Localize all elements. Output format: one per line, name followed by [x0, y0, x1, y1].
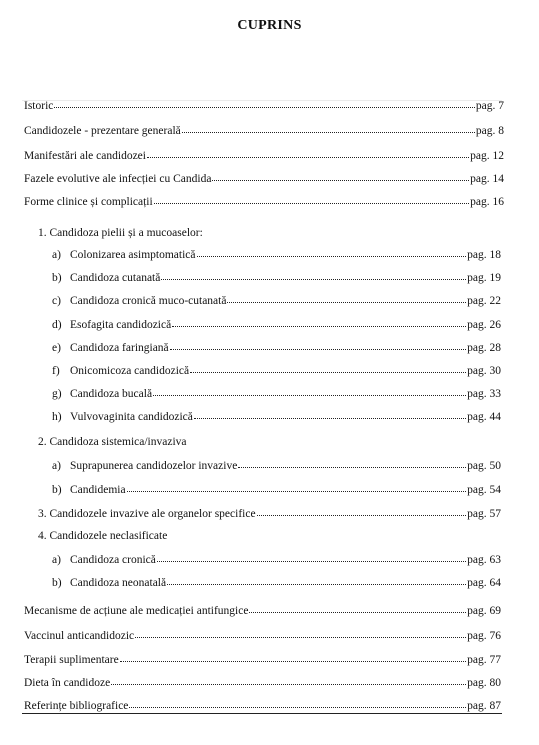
dot-leader [54, 97, 475, 108]
toc-entry-label: Candidemia [70, 484, 126, 496]
toc-entry-page: pag. 54 [467, 484, 501, 496]
toc-entry-label: Vaccinul anticandidozic [24, 630, 135, 642]
dot-leader [238, 457, 466, 468]
subentry-letter: a) [52, 554, 61, 566]
dot-leader [129, 697, 466, 708]
toc-subentry[interactable] [52, 409, 501, 424]
toc-entry-page: pag. 87 [467, 700, 501, 712]
toc-entry[interactable] [24, 194, 504, 209]
toc-entry[interactable] [38, 506, 501, 521]
toc-entry-page: pag. 22 [467, 295, 501, 307]
toc-entry[interactable] [24, 652, 501, 667]
dot-leader [170, 339, 466, 350]
toc-entry-page: pag. 63 [467, 554, 501, 566]
dot-leader [157, 551, 466, 562]
toc-entry-page: pag. 50 [467, 460, 501, 472]
dot-leader [127, 481, 467, 492]
toc-entry-page: pag. 12 [470, 150, 504, 162]
toc-subentry[interactable] [52, 293, 501, 308]
toc-entry[interactable] [24, 628, 501, 643]
toc-entry-page: pag. 7 [475, 100, 504, 112]
toc-entry-page: pag. 14 [470, 173, 504, 185]
subentry-letter: g) [52, 388, 62, 400]
toc-entry[interactable] [24, 98, 504, 113]
dot-leader [161, 269, 466, 280]
subentry-letter: d) [52, 319, 62, 331]
toc-entry-label: Istoric [24, 100, 54, 112]
toc-subentry[interactable] [52, 247, 501, 262]
toc-entry-label: Candidoza neonatală [70, 577, 167, 589]
dot-leader [147, 147, 469, 158]
dot-leader [182, 122, 475, 133]
bottom-divider [22, 713, 502, 714]
toc-entry-label: Onicomicoza candidozică [70, 365, 190, 377]
toc-entry[interactable] [24, 171, 504, 186]
toc-entry-page: pag. 80 [467, 677, 501, 689]
dot-leader [190, 362, 466, 373]
toc-entry-label: Candidoza bucală [70, 388, 153, 400]
subentry-letter: f) [52, 365, 60, 377]
toc-entry-page: pag. 19 [467, 272, 501, 284]
dot-leader [194, 408, 466, 419]
toc-entry-page: pag. 69 [467, 605, 501, 617]
toc-entry-page: pag. 28 [467, 342, 501, 354]
toc-entry-label: Terapii suplimentare [24, 654, 119, 666]
toc-entry-label: Mecanisme de acțiune ale medicației antifungice [24, 605, 249, 617]
dot-leader [212, 170, 469, 181]
toc-entry-label: Manifestări ale candidozei [24, 150, 146, 162]
dot-leader [172, 316, 466, 327]
subentry-letter: a) [52, 460, 61, 472]
toc-subentry[interactable] [52, 482, 501, 497]
toc-entry-page: pag. 26 [467, 319, 501, 331]
toc-subentry[interactable] [52, 270, 501, 285]
toc-entry-label: Candidoza faringiană [70, 342, 169, 354]
section-heading: 1. Candidoza pielii și a mucoaselor: [38, 227, 203, 239]
toc-entry-label: Candidoza cronică muco-cutanată [70, 295, 227, 307]
toc-subentry[interactable] [52, 363, 501, 378]
subentry-letter: b) [52, 484, 62, 496]
section-heading: 4. Candidozele neclasificate [38, 530, 168, 542]
toc-entry-page: pag. 18 [467, 249, 501, 261]
subentry-letter: a) [52, 249, 61, 261]
toc-entry-label: Dieta în candidoze [24, 677, 111, 689]
section-heading: 2. Candidoza sistemica/invaziva [38, 436, 187, 448]
toc-entry[interactable] [24, 675, 501, 690]
toc-subentry[interactable] [52, 552, 501, 567]
toc-entry-page: pag. 16 [470, 196, 504, 208]
toc-entry-label: Candidoza cronică [70, 554, 156, 566]
toc-entry-label: Colonizarea asimptomatică [70, 249, 196, 261]
toc-entry-label: Esofagita candidozică [70, 319, 172, 331]
toc-entry-label: Forme clinice și complicații [24, 196, 153, 208]
subentry-letter: b) [52, 577, 62, 589]
subentry-letter: b) [52, 272, 62, 284]
toc-entry-label: Vulvovaginita candidozică [70, 411, 193, 423]
toc-subentry[interactable] [52, 340, 501, 355]
toc-entry-page: pag. 44 [467, 411, 501, 423]
toc-entry-label: Suprapunerea candidozelor invazive [70, 460, 238, 472]
toc-entry[interactable] [24, 698, 501, 713]
toc-entry-page: pag. 8 [475, 125, 504, 137]
toc-entry[interactable] [24, 603, 501, 618]
subentry-letter: h) [52, 411, 62, 423]
dot-leader [249, 602, 466, 613]
toc-entry-label: Candidoza cutanată [70, 272, 161, 284]
toc-entry-page: pag. 76 [467, 630, 501, 642]
toc-subentry[interactable] [52, 386, 501, 401]
toc-entry-label: 3. Candidozele invazive ale organelor specifice [38, 508, 256, 520]
dot-leader [167, 574, 466, 585]
toc-entry-page: pag. 30 [467, 365, 501, 377]
toc-entry-label: Candidozele - prezentare generală [24, 125, 181, 137]
dot-leader [257, 505, 467, 516]
toc-entry-page: pag. 64 [467, 577, 501, 589]
dot-leader [227, 292, 466, 303]
toc-subentry[interactable] [52, 575, 501, 590]
toc-subentry[interactable] [52, 458, 501, 473]
toc-entry[interactable] [24, 123, 504, 138]
dot-leader [135, 627, 466, 638]
toc-subentry[interactable] [52, 317, 501, 332]
page-title: CUPRINS [237, 18, 302, 33]
toc-entry-label: Referințe bibliografice [24, 700, 129, 712]
dot-leader [120, 651, 466, 662]
toc-entry[interactable] [24, 148, 504, 163]
toc-entry-page: pag. 33 [467, 388, 501, 400]
toc-entry-page: pag. 77 [467, 654, 501, 666]
dot-leader [111, 674, 466, 685]
dot-leader [154, 193, 469, 204]
dot-leader [197, 246, 467, 257]
dot-leader [153, 385, 466, 396]
toc-entry-page: pag. 57 [467, 508, 501, 520]
subentry-letter: e) [52, 342, 61, 354]
subentry-letter: c) [52, 295, 61, 307]
toc-entry-label: Fazele evolutive ale infecției cu Candida [24, 173, 212, 185]
